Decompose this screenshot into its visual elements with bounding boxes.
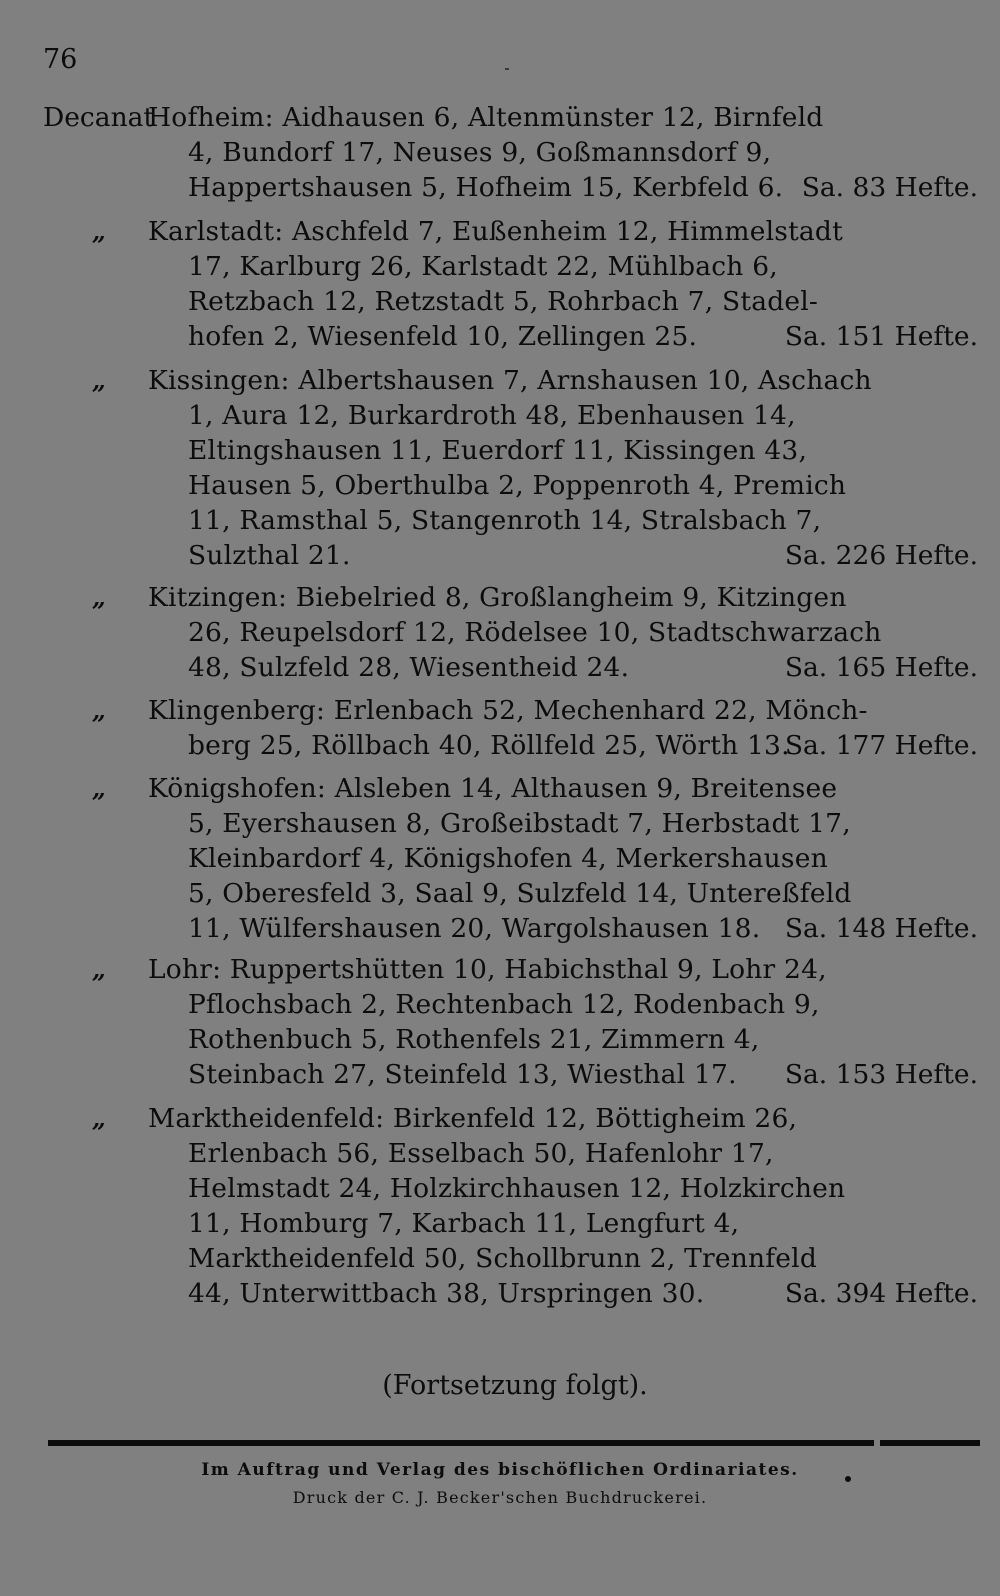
ditto-mark: „ [92,774,106,803]
entry-line: 11, Wülfershausen 20, Wargolshausen 18. [188,913,761,944]
entry-sum: Sa. 226 Hefte. [784,540,978,571]
entry-line: 5, Eyershausen 8, Großeibstadt 7, Herbstadt 17, [188,808,851,839]
entry-sum: Sa. 148 Hefte. [784,913,978,944]
entry-line: 11, Ramsthal 5, Stangenroth 14, Stralsbach 7, [188,505,822,536]
print-dot [845,1476,851,1482]
decanat-label: Decanat [43,102,155,133]
entry-line: Marktheidenfeld: Birkenfeld 12, Böttigheim 26, [148,1103,798,1134]
entry-line: Eltingshausen 11, Euerdorf 11, Kissingen 43, [188,435,808,466]
entry-line: Marktheidenfeld 50, Schollbrunn 2, Trennfeld [188,1243,817,1274]
entry-line: 48, Sulzfeld 28, Wiesentheid 24. [188,652,630,683]
entry-line: hofen 2, Wiesenfeld 10, Zellingen 25. [188,321,698,352]
footer-rule [48,1440,980,1446]
deanery-entry [0,363,1000,573]
entry-line: Kitzingen: Biebelried 8, Großlangheim 9, Kitzingen [148,582,847,613]
deanery-entry [0,693,1000,763]
entry-line: Steinbach 27, Steinfeld 13, Wiesthal 17. [188,1059,737,1090]
ditto-mark: „ [92,583,106,612]
entry-line: 5, Oberesfeld 3, Saal 9, Sulzfeld 14, Untereßfeld [188,878,852,909]
imprint-printer: Druck der C. J. Becker'schen Buchdruckerei. [292,1488,708,1507]
entry-line: Happertshausen 5, Hofheim 15, Kerbfeld 6. [188,172,784,203]
entry-line: 26, Reupelsdorf 12, Rödelsee 10, Stadtschwarzach [188,617,882,648]
entry-line: 44, Unterwittbach 38, Urspringen 30. [188,1278,705,1309]
entry-line: Rothenbuch 5, Rothenfels 21, Zimmern 4, [188,1024,760,1055]
deanery-entry [0,771,1000,946]
entry-sum: Sa. 153 Hefte. [784,1059,978,1090]
entry-line: Sulzthal 21. [188,540,351,571]
entry-line: Königshofen: Alsleben 14, Althausen 9, Breitensee [148,773,838,804]
entry-line: Karlstadt: Aschfeld 7, Eußenheim 12, Himmelstadt [148,216,843,247]
entry-line: Pflochsbach 2, Rechtenbach 12, Rodenbach 9, [188,989,820,1020]
ditto-mark: „ [92,955,106,984]
entry-line: Erlenbach 56, Esselbach 50, Hafenlohr 17, [188,1138,774,1169]
deanery-entry [0,952,1000,1092]
deanery-entry [0,100,1000,205]
continued-note: (Fortsetzung folgt). [382,1370,648,1401]
entry-sum: Sa. 177 Hefte. [784,730,978,761]
imprint-publisher: Im Auftrag und Verlag des bischöflichen Ordinariates. [201,1460,799,1480]
entry-sum: Sa. 165 Hefte. [784,652,978,683]
deanery-entry [0,1101,1000,1311]
entry-sum: Sa. 151 Hefte. [784,321,978,352]
entry-line: Retzbach 12, Retzstadt 5, Rohrbach 7, Stadel- [188,286,819,317]
entry-line: Klingenberg: Erlenbach 52, Mechenhard 22, Mönch- [148,695,868,726]
entry-line: Hofheim: Aidhausen 6, Altenmünster 12, Birnfeld [148,102,824,133]
entry-line: 4, Bundorf 17, Neuses 9, Goßmannsdorf 9, [188,137,772,168]
entry-line: 17, Karlburg 26, Karlstadt 22, Mühlbach 6, [188,251,778,282]
entry-line: Helmstadt 24, Holzkirchhausen 12, Holzkirchen [188,1173,846,1204]
entry-line: Lohr: Ruppertshütten 10, Habichsthal 9, Lohr 24, [148,954,827,985]
ditto-mark: „ [92,366,106,395]
ditto-mark: „ [92,217,106,246]
print-speck [505,68,509,70]
entry-sum: Sa. 83 Hefte. [801,172,978,203]
ditto-mark: „ [92,696,106,725]
entry-line: 11, Homburg 7, Karbach 11, Lengfurt 4, [188,1208,740,1239]
footer-rule-gap [874,1440,880,1446]
entry-line: Hausen 5, Oberthulba 2, Poppenroth 4, Premich [188,470,847,501]
entry-line: 1, Aura 12, Burkardroth 48, Ebenhausen 14, [188,400,796,431]
entry-line: Kleinbardorf 4, Königshofen 4, Merkershausen [188,843,828,874]
entry-line: Kissingen: Albertshausen 7, Arnshausen 10, Aschach [148,365,872,396]
deanery-entry [0,214,1000,354]
entry-sum: Sa. 394 Hefte. [784,1278,978,1309]
page-number: 76 [43,44,78,75]
deanery-entry [0,580,1000,685]
ditto-mark: „ [92,1104,106,1133]
entry-line: berg 25, Röllbach 40, Röllfeld 25, Wörth 13. [188,730,790,761]
